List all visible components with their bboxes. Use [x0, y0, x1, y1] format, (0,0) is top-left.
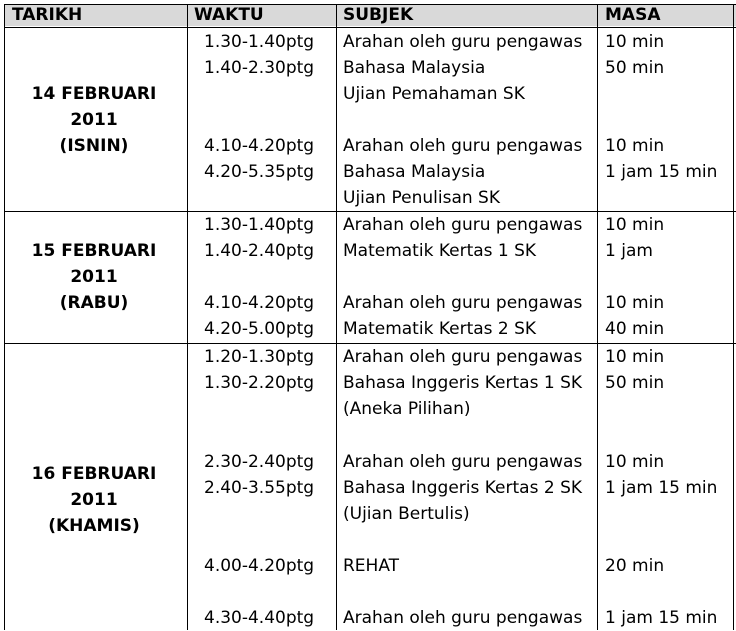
- grid-line: [4, 27, 736, 28]
- grid-line: [187, 4, 188, 630]
- waktu-cell: 4.00-4.20ptg: [204, 556, 315, 576]
- subjek-cell: Arahan oleh guru pengawas: [343, 347, 583, 367]
- masa-cell: 1 jam: [605, 241, 653, 261]
- grid-line: [336, 4, 337, 630]
- day-date-line: 2011: [70, 490, 118, 510]
- masa-cell: 40 min: [605, 319, 665, 339]
- subjek-cell: Arahan oleh guru pengawas: [343, 293, 583, 313]
- day-date-line: (ISNIN): [59, 136, 129, 156]
- day-date-line: (KHAMIS): [48, 516, 140, 536]
- waktu-cell: 1.30-1.40ptg: [204, 215, 315, 235]
- subjek-cell: Arahan oleh guru pengawas: [343, 452, 583, 472]
- day-date-line: 2011: [70, 110, 118, 130]
- subjek-cell: Ujian Penulisan SK: [343, 188, 500, 208]
- masa-cell: 10 min: [605, 452, 665, 472]
- waktu-cell: 4.30-4.40ptg: [204, 608, 315, 628]
- masa-cell: 50 min: [605, 58, 665, 78]
- masa-cell: 1 jam 15 min: [605, 162, 718, 182]
- masa-cell: 10 min: [605, 32, 665, 52]
- day-date-line: 2011: [70, 267, 118, 287]
- subjek-cell: Ujian Pemahaman SK: [343, 84, 525, 104]
- header-waktu: WAKTU: [194, 5, 264, 25]
- subjek-cell: Bahasa Inggeris Kertas 2 SK: [343, 478, 583, 498]
- masa-cell: 10 min: [605, 293, 665, 313]
- masa-cell: 10 min: [605, 215, 665, 235]
- day-date-line: 15 FEBRUARI: [31, 241, 157, 261]
- grid-line: [733, 4, 734, 630]
- waktu-cell: 2.40-3.55ptg: [204, 478, 315, 498]
- waktu-cell: 1.40-2.40ptg: [204, 241, 315, 261]
- subjek-cell: Arahan oleh guru pengawas: [343, 608, 583, 628]
- waktu-cell: 1.20-1.30ptg: [204, 347, 315, 367]
- waktu-cell: 4.10-4.20ptg: [204, 293, 315, 313]
- waktu-cell: 2.30-2.40ptg: [204, 452, 315, 472]
- waktu-cell: 4.20-5.35ptg: [204, 162, 315, 182]
- waktu-cell: 4.10-4.20ptg: [204, 136, 315, 156]
- subjek-cell: Matematik Kertas 1 SK: [343, 241, 537, 261]
- day-date-line: 16 FEBRUARI: [31, 464, 157, 484]
- header-tarikh: TARIKH: [12, 5, 83, 25]
- masa-cell: 50 min: [605, 373, 665, 393]
- waktu-cell: 1.30-2.20ptg: [204, 373, 315, 393]
- masa-cell: 1 jam 15 min: [605, 478, 718, 498]
- subjek-cell: Arahan oleh guru pengawas: [343, 136, 583, 156]
- subjek-cell: Bahasa Malaysia: [343, 162, 486, 182]
- masa-cell: 10 min: [605, 347, 665, 367]
- masa-cell: 10 min: [605, 136, 665, 156]
- subjek-cell: Matematik Kertas 2 SK: [343, 319, 537, 339]
- waktu-cell: 1.30-1.40ptg: [204, 32, 315, 52]
- header-masa: MASA: [605, 5, 661, 25]
- waktu-cell: 1.40-2.30ptg: [204, 58, 315, 78]
- masa-cell: 20 min: [605, 556, 665, 576]
- subjek-cell: Arahan oleh guru pengawas: [343, 32, 583, 52]
- subjek-cell: REHAT: [343, 556, 400, 576]
- subjek-cell: (Aneka Pilihan): [343, 399, 471, 419]
- day-date-line: (RABU): [59, 293, 129, 313]
- masa-cell: 1 jam 15 min: [605, 608, 718, 628]
- header-subjek: SUBJEK: [343, 5, 414, 25]
- waktu-cell: 4.20-5.00ptg: [204, 319, 315, 339]
- subjek-cell: (Ujian Bertulis): [343, 504, 470, 524]
- grid-line: [597, 4, 598, 630]
- subjek-cell: Bahasa Inggeris Kertas 1 SK: [343, 373, 583, 393]
- subjek-cell: Arahan oleh guru pengawas: [343, 215, 583, 235]
- subjek-cell: Bahasa Malaysia: [343, 58, 486, 78]
- day-date-line: 14 FEBRUARI: [31, 84, 157, 104]
- grid-line: [4, 4, 5, 630]
